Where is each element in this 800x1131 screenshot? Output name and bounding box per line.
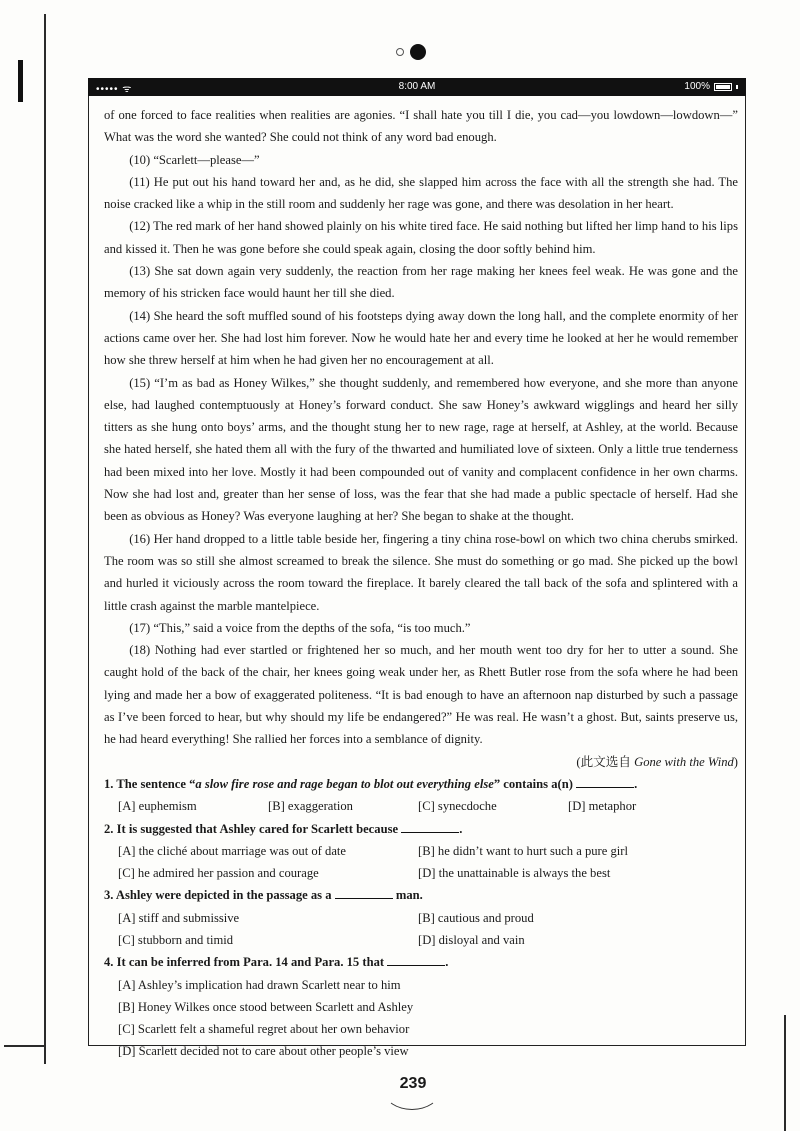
ornament-dot-icon <box>410 44 426 60</box>
binding-line <box>44 14 46 1064</box>
paragraph: (11) He put out his hand toward her and, as he did, she slapped him across the face with all the strength she had. The noise cracked like a whip in the still room and suddenly her rage was gone, and there was desolation in her heart. <box>104 174 738 212</box>
status-time: 8:00 AM <box>398 81 436 92</box>
battery-label: 100% <box>684 81 710 92</box>
answer-blank <box>335 886 393 899</box>
option[interactable]: [C] synecdoche <box>418 799 497 814</box>
paragraph: (16) Her hand dropped to a little table beside her, fingering a tiny china rose-bowl on which two china cherubs smirked. The room was so still she almost screamed to break the silence. She must do something or go mad. She picked up the bowl and hurled it viciously across the room toward the fireplace. It barely cleared the tall back of the sofa and splintered with a little crash against the marble mantelpiece. <box>104 531 738 613</box>
option[interactable]: [B] Honey Wilkes once stood between Scarlett and Ashley <box>118 999 414 1014</box>
option[interactable]: [A] Ashley’s implication had drawn Scarlett near to him <box>118 977 401 992</box>
quoted-sentence: a slow fire rose and rage began to blot out everything else <box>195 776 494 791</box>
margin-mark <box>18 60 23 102</box>
question-4: 4. It can be inferred from Para. 14 and Para. 15 that . <box>104 955 449 970</box>
options-row <box>104 840 738 862</box>
paragraph: of one forced to face realities when realities are agonies. “I shall hate you till I die, you cad—you lowdown—lowdown—” What was the word she wanted? She could not think of any word bad enough. <box>104 108 738 145</box>
question-2: 2. It is suggested that Ashley cared for Scarlett because . <box>104 821 463 836</box>
option[interactable]: [D] disloyal and vain <box>418 932 525 947</box>
option[interactable]: [A] euphemism <box>118 799 197 814</box>
option[interactable]: [A] stiff and submissive <box>118 910 240 925</box>
signal-indicator: ••••• ᯤ <box>96 84 133 95</box>
option[interactable]: [D] metaphor <box>568 799 637 814</box>
option[interactable]: [C] stubborn and timid <box>118 932 234 947</box>
question-3: 3. Ashley were depicted in the passage as a man. <box>104 888 423 903</box>
question-1: 1. The sentence “a slow fire rose and rage began to blot out everything else” contains a(n) . <box>104 776 638 791</box>
paragraph: (12) The red mark of her hand showed plainly on his white tired face. He said nothing but lifted her limp hand to his lips and kissed it. Then he was gone before she could speak again, closing the door softly behind him. <box>104 219 738 256</box>
right-margin-line <box>784 1015 786 1131</box>
option[interactable]: [C] he admired her passion and courage <box>118 866 319 881</box>
battery-icon <box>714 83 732 91</box>
page-number: 239 <box>399 1075 427 1092</box>
option[interactable]: [D] Scarlett decided not to care about other people’s view <box>118 1044 409 1059</box>
answer-blank <box>387 953 445 966</box>
paragraph: (13) She sat down again very suddenly, the reaction from her rage making her knees feel weak. He was gone and the memory of his stricken face would haunt her till she died. <box>104 264 738 301</box>
option[interactable]: [A] the cliché about marriage was out of date <box>118 843 346 858</box>
option[interactable]: [D] the unattainable is always the best <box>418 866 611 881</box>
battery-tip-icon <box>736 85 738 89</box>
answer-blank <box>401 820 459 833</box>
paragraph: (10) “Scarlett—please—” <box>129 152 260 167</box>
option[interactable]: [B] he didn’t want to hurt such a pure girl <box>418 843 628 858</box>
option[interactable]: [C] Scarlett felt a shameful regret about her own behavior <box>118 1022 410 1037</box>
top-ornament <box>396 44 426 60</box>
ornament-circle-icon <box>396 48 404 56</box>
paragraph: (15) “I’m as bad as Honey Wilkes,” she thought suddenly, and remembered how everyone, and she more than anyone else, had laughed contemptuously at Honey’s forward conduct. She saw Honey’s awkward wigglings and heard her silly titters as she hung onto boys’ arms, and the thought stung her to new rage, rage at herself, at Ashley, at the world. Because she hated herself, she hated them all with the fury of the thwarted and humiliated love of sixteen. Only a little true tenderness had been mixed into her love. Mostly it had been compounded out of vanity and complacent confidence in her own charms. Now she had lost and, greater than her sense of loss, was the fear that she had made a public spectacle of herself. Had she been as obvious as Honey? Was everyone laughing at her? She began to shake at the thought. <box>104 375 738 524</box>
source-citation: (此文选自 Gone with the Wind) <box>576 754 738 769</box>
status-bar <box>88 78 746 96</box>
battery-indicator <box>684 81 738 92</box>
options-row <box>104 907 738 929</box>
binding-tick <box>4 1045 44 1047</box>
answer-blank <box>576 775 634 788</box>
paragraph: (17) “This,” said a voice from the depths of the sofa, “is too much.” <box>129 620 471 635</box>
option[interactable]: [B] exaggeration <box>268 799 353 814</box>
options-row <box>104 929 738 951</box>
book-title: Gone with the Wind <box>634 754 734 769</box>
reading-content <box>104 104 738 1063</box>
paragraph: (18) Nothing had ever startled or frightened her so much, and her mouth went too dry for her to utter a sound. She caught hold of the back of the chair, her knees going weak under her, as Rhett Butler rose from the sofa where he had been lying and made her a bow of exaggerated politeness. “It is bad enough to have an afternoon nap disturbed by such a passage as I’ve been forced to hear, but why should my life be endangered?” He was real. He wasn’t a ghost. But, saints preserve us, he had heard everything! She rallied her forces into a semblance of dignity. <box>104 643 738 747</box>
option[interactable]: [B] cautious and proud <box>418 910 534 925</box>
options-row <box>104 795 738 817</box>
paragraph: (14) She heard the soft muffled sound of his footsteps dying away down the long hall, and the complete enormity of her actions came over her. She had lost him forever. Now he would hate her and every time he looked at her he would remember how she threw herself at him when he had given her no encouragement at all. <box>104 308 738 368</box>
options-row <box>104 862 738 884</box>
